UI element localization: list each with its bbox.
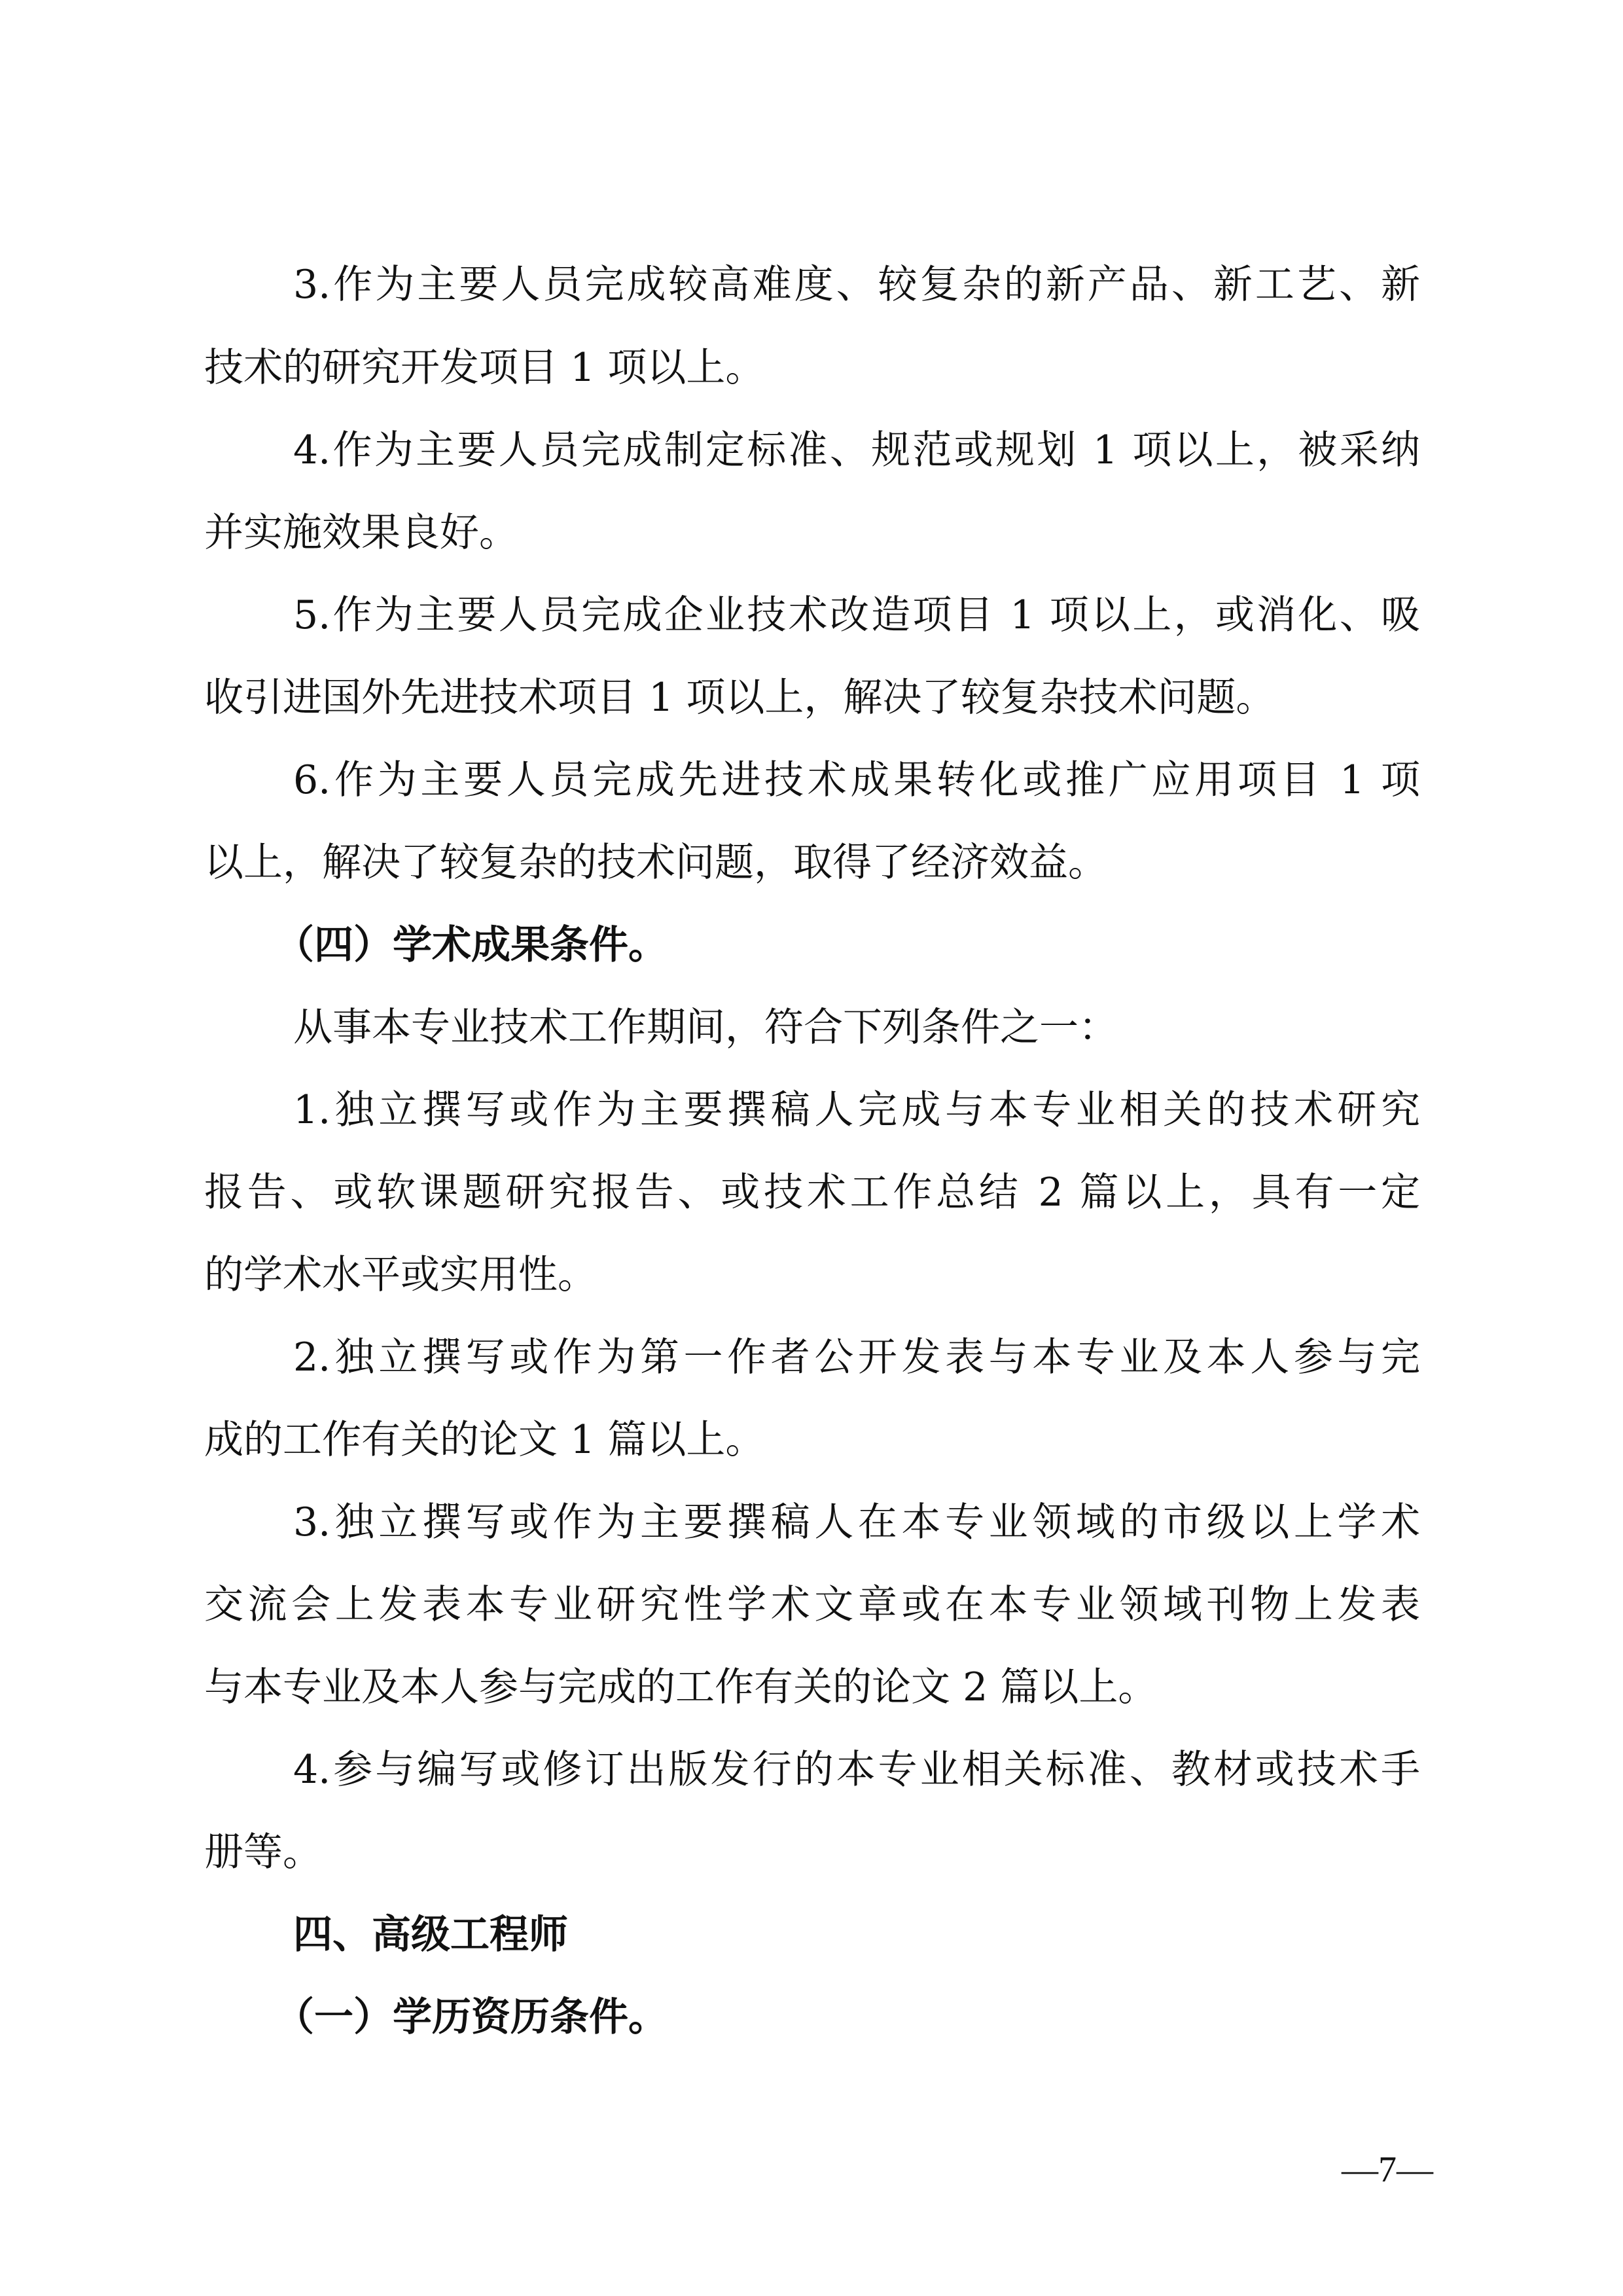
text-line: 以上，解决了较复杂的技术问题，取得了经济效益。 xyxy=(204,840,1107,886)
text-line: 3.作为主要人员完成较高难度、较复杂的新产品、新工艺、新 xyxy=(293,262,1420,308)
paragraph-line xyxy=(0,1001,1623,1054)
paragraph-line xyxy=(0,507,1623,559)
paragraph-line xyxy=(0,259,1623,311)
paragraph-line xyxy=(0,1661,1623,1713)
page-number: —7— xyxy=(1342,2149,1433,2190)
paragraph-line xyxy=(0,836,1623,889)
text-line: 并实施效果良好。 xyxy=(204,510,518,556)
academic-intro: 从事本专业技术工作期间，符合下列条件之一： xyxy=(293,1005,1118,1050)
paragraph-line xyxy=(0,1249,1623,1301)
text-line: 册等。 xyxy=(204,1829,322,1875)
text-line: 5.作为主要人员完成企业技术改造项目 1 项以上，或消化、吸 xyxy=(293,592,1420,638)
paragraph-line xyxy=(0,1744,1623,1796)
paragraph-line xyxy=(0,1084,1623,1136)
paragraph-line xyxy=(0,672,1623,724)
text-line: 1.独立撰写或作为主要撰稿人完成与本专业相关的技术研究 xyxy=(293,1087,1420,1133)
paragraph-line xyxy=(0,589,1623,641)
paragraph-line xyxy=(0,424,1623,476)
paragraph-line xyxy=(0,1331,1623,1384)
text-line: 交流会上发表本专业研究性学术文章或在本专业领域刊物上发表 xyxy=(204,1582,1420,1628)
text-line: 与本专业及本人参与完成的工作有关的论文 2 篇以上。 xyxy=(204,1664,1158,1710)
section-heading: 四、高级工程师 xyxy=(293,1912,568,1958)
text-line: 报告、或软课题研究报告、或技术工作总结 2 篇以上，具有一定 xyxy=(204,1170,1420,1215)
subheading-academic: （四）学术成果条件。 xyxy=(275,922,668,968)
paragraph-line xyxy=(0,1166,1623,1219)
subheading-line xyxy=(0,1991,1623,2043)
paragraph-line xyxy=(0,1826,1623,1878)
subheading-education: （一）学历资历条件。 xyxy=(275,1994,668,2040)
text-line: 技术的研究开发项目 1 项以上。 xyxy=(204,345,765,391)
subheading-line xyxy=(0,919,1623,971)
text-line: 4.参与编写或修订出版发行的本专业相关标准、教材或技术手 xyxy=(293,1747,1420,1793)
paragraph-line xyxy=(0,1496,1623,1549)
paragraph-line xyxy=(0,754,1623,806)
text-line: 的学术水平或实用性。 xyxy=(204,1252,597,1298)
section-heading-line xyxy=(0,1909,1623,1961)
text-line: 6.作为主要人员完成先进技术成果转化或推广应用项目 1 项 xyxy=(293,757,1420,803)
text-line: 4.作为主要人员完成制定标准、规范或规划 1 项以上，被采纳 xyxy=(293,427,1420,473)
paragraph-line xyxy=(0,1579,1623,1631)
text-line: 3.独立撰写或作为主要撰稿人在本专业领域的市级以上学术 xyxy=(293,1499,1420,1545)
text-line: 收引进国外先进技术项目 1 项以上，解决了较复杂技术问题。 xyxy=(204,675,1275,721)
paragraph-line xyxy=(0,342,1623,394)
text-line: 2.独立撰写或作为第一作者公开发表与本专业及本人参与完 xyxy=(293,1335,1420,1380)
text-line: 成的工作有关的论文 1 篇以上。 xyxy=(204,1417,765,1463)
paragraph-line xyxy=(0,1414,1623,1466)
